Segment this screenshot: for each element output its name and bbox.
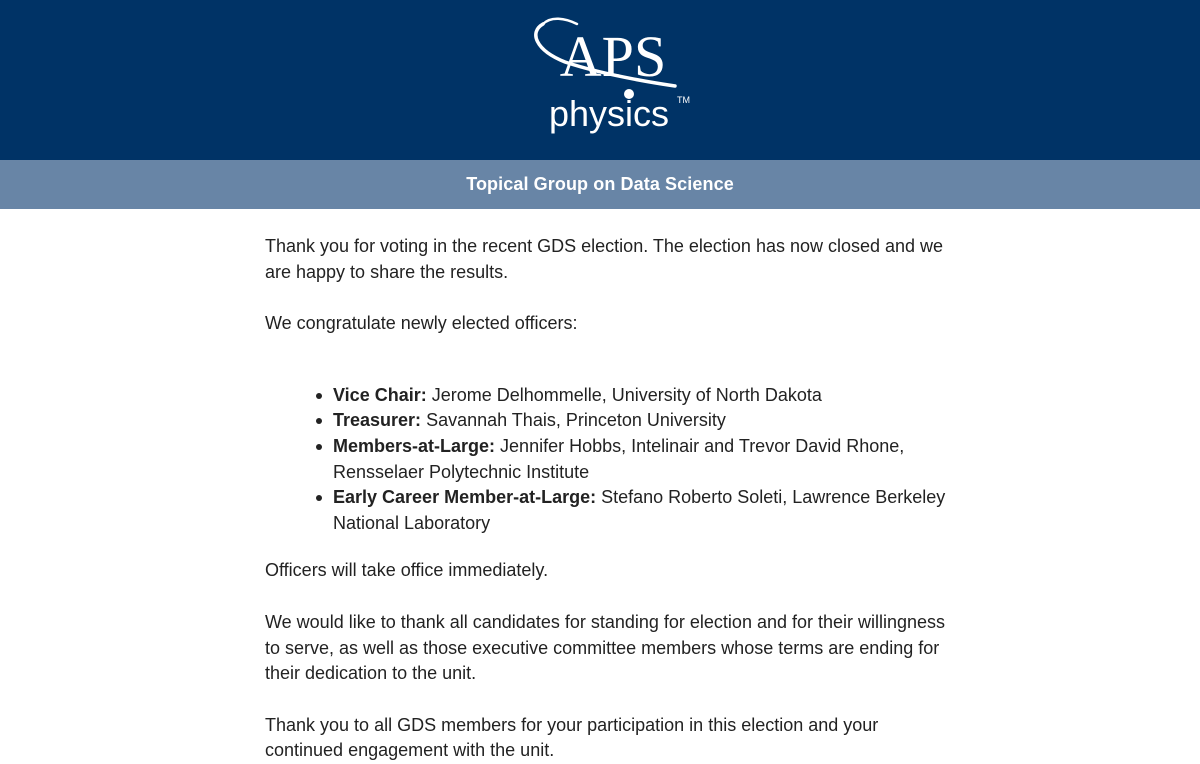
group-title-bar	[0, 160, 1200, 209]
group-title: Topical Group on Data Science	[466, 174, 734, 194]
list-item	[333, 408, 955, 434]
thanks-members-paragraph: Thank you to all GDS members for your participation in this election and your continued engagement with the unit.	[265, 714, 879, 761]
office-paragraph: Officers will take office immediately.	[265, 560, 549, 581]
thanks-candidates-paragraph: We would like to thank all candidates for standing for election and for their willingness to serve, as well as those executive committee members whose terms are ending for their dedication to the unit.	[265, 611, 946, 684]
officer-name: Jerome Delhommelle, University of North Dakota	[426, 384, 822, 405]
list-item	[333, 434, 955, 485]
intro-paragraph: Thank you for voting in the recent GDS election. The election has now closed and we are happy to share the results.	[265, 236, 944, 282]
svg-text:TM: TM	[677, 95, 690, 105]
officers-list	[265, 383, 955, 537]
aps-physics-logo	[525, 10, 695, 140]
officer-role: Early Career Member-at-Large:	[333, 487, 597, 508]
list-item	[333, 485, 955, 536]
officer-role: Treasurer:	[333, 410, 422, 431]
officer-name: Savannah Thais, Princeton University	[421, 410, 726, 431]
email-header	[0, 0, 1200, 160]
officer-name: Jennifer Hobbs, Intelinair and Trevor David Rhone, Rensselaer Polytechnic Institute	[333, 435, 905, 482]
svg-text:physics: physics	[548, 93, 670, 134]
svg-text:APS: APS	[559, 24, 667, 89]
congrats-paragraph: We congratulate newly elected officers:	[265, 313, 578, 334]
list-item	[333, 383, 955, 409]
officer-name: Stefano Roberto Soleti, Lawrence Berkeley National Laboratory	[333, 487, 946, 533]
officer-role: Members-at-Large:	[333, 435, 496, 456]
email-body	[265, 234, 955, 764]
officer-role: Vice Chair:	[333, 384, 427, 405]
